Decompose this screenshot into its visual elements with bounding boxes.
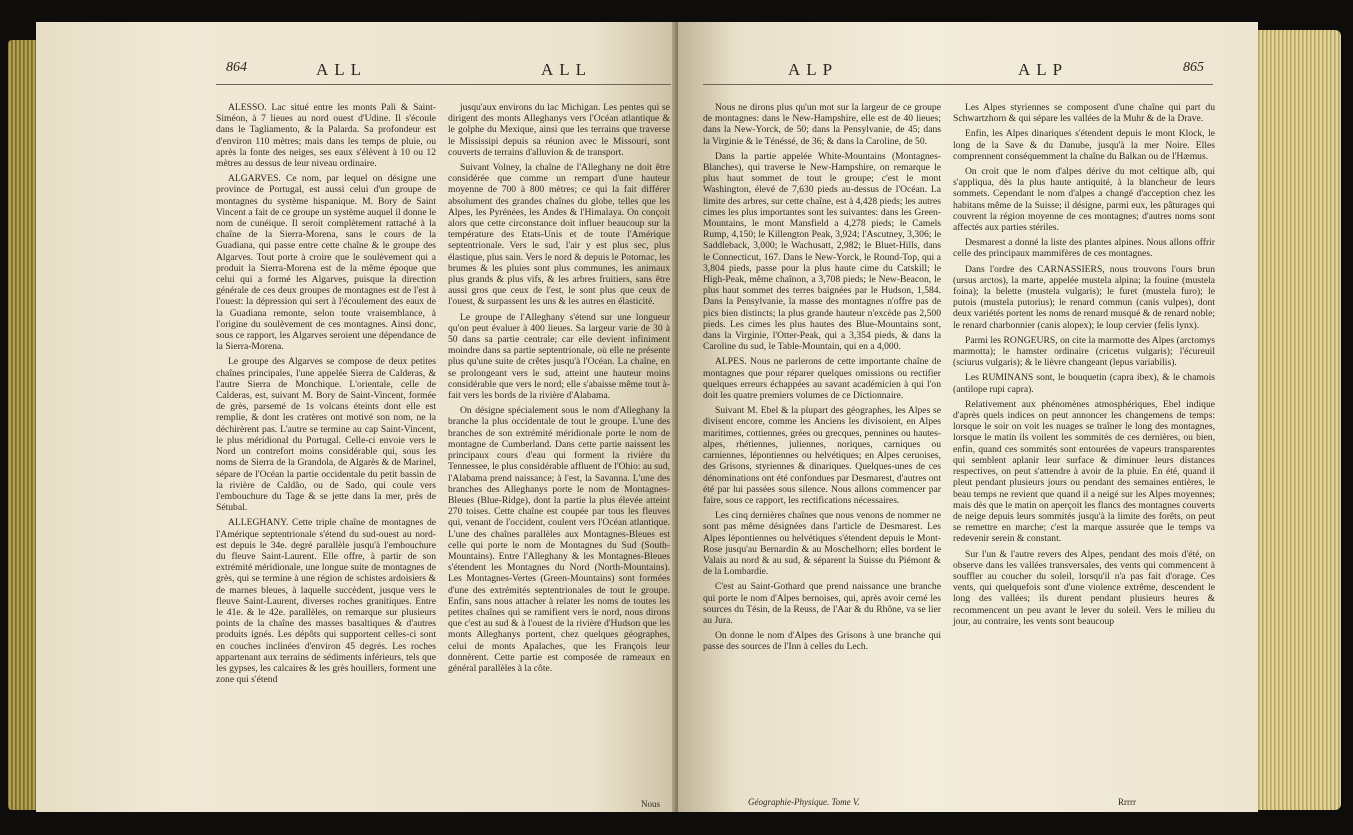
- paragraph: Nous ne dirons plus qu'un mot sur la largeur de ce groupe de montagnes: dans le New-Hampshire, elle est de 40 lieues; dans la New-Yorck, de 50; dans la Pensylvanie, de 45; dans la Virginie & le Ténéssé, de 36; & dans la Caroline, de 50.: [703, 102, 941, 147]
- book-edge-right: [1251, 30, 1341, 810]
- paragraph: On croit que le nom d'alpes dérive du mot celtique alb, qui s'appliqua, dès la plus haute antiquité, à la blancheur de leurs sommets. Cependant le nom d'alpes a changé d'acception chez les habitans même de la Suisse; il désigne, parmi eux, les pâturages qui couvrent la région moyenne de ces montagnes; d'autres noms sont affectés aux parties stériles.: [953, 166, 1215, 234]
- left-head-rule: [216, 84, 671, 85]
- paragraph: On désigne spécialement sous le nom d'Alleghany la branche la plus occidentale de tout le groupe. L'une des branches de son extrémité méridionale porte le nom de montagne de Cumberland. Dans cette partie naissent les principaux cours d'eau qui forment la rivière du Tennessee, le plus considérable affluent de l'Ohio: au sud, l'Alabama prend naissance; à l'est, la Savanna. L'une des branches des Alleghanys porte le nom de Montagnes-Bleues (Blue-Ridge), dont la partie la plus élevée atteint 270 toises. Cette chaîne est coupée par tous les fleuves qui, venant de l'occident, coulent vers l'Océan atlantique. L'une des chaînes parallèles aux Montagnes-Bleues est celle qui porte le nom de Montagnes du Sud (South-Mountains). Entre l'Alleghany & les Montagnes-Bleues s'étendent les Montagnes du Nord (North-Mountains). Les Montagnes-Vertes (Green-Mountains) sont formées d'une des extrémités septentrionales de tout le groupe. Enfin, sans nous attacher à relater les noms de toutes les petites chaînes qui se ramifient vers le nord, nous dirons que c'est au sud & à l'ouest de la rivière d'Hudson que les monts Alleghanys portent, chez quelques géographes, celui de monts Apalaches, que les François leur donnèrent. Cette partie est composée de rameaux en général parallèles à la côte.: [448, 405, 671, 674]
- paragraph: Enfin, les Alpes dinariques s'étendent depuis le mont Klock, le long de la Save & du Danube, jusqu'à la mer Noire. Elles comprennent conséquemment la chaîne du Balkan ou de l'Hæmus.: [953, 128, 1215, 162]
- right-footer: Géographie-Physique. Tome V.: [748, 797, 860, 807]
- right-column-1: [703, 102, 941, 782]
- paragraph: Suivant M. Ebel & la plupart des géographes, les Alpes se divisent encore, comme les Anciens les divisoient, en Alpes maritimes, cottiennes, grées ou grecques, pennines ou hautes-alpes, rhétiennes, juliennes, noriques, carniques ou carniennes, lépontiennes ou helvétiques; en Alpes ceruoises, des Grisons, styriennes & dinariques. Quelques-unes de ces dénominations ont été confondues par Desmarest, d'autres ont été par lui passées sous silence. Nous allons commencer par faire, sous ce rapport, les rectifications nécessaires.: [703, 405, 941, 506]
- right-running-head-1: ALP: [788, 60, 839, 79]
- paragraph: Les Alpes styriennes se composent d'une chaîne qui part du Schwartzhorn & qui sépare les vallées de la Muhr & de la Drave.: [953, 102, 1215, 125]
- paragraph: ALLEGHANY. Cette triple chaîne de montagnes de l'Amérique septentrionale s'étend du sud-ouest au nord-est depuis le 34e. degré parallèle jusqu'à l'embouchure du fleuve Saint-Laurent. Elle offre, à partir de son extrémité méridionale, une longue suite de montagnes de grès, qui se termine à une région de schistes ardoisiers & de marnes bleues, à laquelle succèdent, jusque vers le fleuve Saint-Laurent, diverses roches granitiques. Entre le 41e. & le 42e. parallèles, on remarque sur plusieurs points de la chaîne des masses basaltiques & d'autres produits ignés. Les dépôts qui supportent celles-ci sont en couches inclinées d'environ 45 degrés. Les roches appartenant aux terrains de sédiments inférieurs, tels que les gypses, les calcaires & les grès houillers, forment une zone qui s'étend: [216, 517, 436, 686]
- paragraph: Parmi les RONGEURS, on cite la marmotte des Alpes (arctomys marmotta); le hamster ordinaire (cricetus vulgaris); l'écureuil (sciurus vulgaris); & le lièvre changeant (lepus variabilis).: [953, 334, 1215, 369]
- left-column-2: [448, 102, 670, 792]
- paragraph: Le groupe des Algarves se compose de deux petites chaînes principales, l'une appelée Sierra de Calderas, & l'autre Sierra de Monchique. L'orientale, celle de Calderas, est, suivant M. Bory de Saint-Vincent, formée de grès, parsemé de 1s volcans éteints dont elle est remplie, & dont les cratères ont motivé son nom, ne la déchirèrent pas. L'autre se termine au cap Saint-Vincent, le plus méridional du Portugal. Celle-ci envoie vers le Nord un contrefort moins considérable qui, sous les noms de Sierra de la Grandola, de Algarès & de Marinel, sépare de l'Océan la partie occidentale du petit bassin de la rivière de Caldão, ou de Sado, qui coule vers l'embouchure du Tage & se jette dans la mer, près de Sétubal.: [216, 356, 436, 514]
- paragraph: Dans la partie appelée White-Mountains (Montagnes-Blanches), qui traverse le New-Hampshire, on remarque le plus haut sommet de tout le groupe; c'est le mont Washington, élevé de 7,630 pieds au-dessus de l'Océan. La limite des arbres, sur cette chaîne, est à 4,428 pieds; les autres cimes les plus importantes sont les suivantes: dans les Green-Mountains, le mont Mansfield a 4,278 pieds; le Camels Rump, 4,150; le Killengton Peak, 3,924; l'Ascutney, 3,306; le Saddleback, 3,000; le Wachusatt, 2,982; le Bluet-Hills, dans le Connecticut, 167. Dans le New-Yorck, le Round-Top, qui a 3,804 pieds, passe pour la plus haute cime du Catskill; le High-Peak, même chaînon, a 3,708 pieds; le New-Beacon, le plus haut sommet des terres baignées par le Hudson, 1,584. Dans la Pensylvanie, la masse des montagnes n'offre pas de pics bien distincts; la plus grande hauteur n'excède pas 2,500 pieds. Les cimes les plus hautes des Blue-Mountains sont, dans la Virginie, l'Otter-Peak, qui a 3,354 pieds, & dans la Caroline du sud, le Table-Mountain, qui en a 4,000.: [703, 150, 941, 353]
- right-page: [678, 22, 1258, 812]
- paragraph: Suivant Volney, la chaîne de l'Alleghany ne doit être considérée que comme un rempart d'une hauteur moyenne de 700 à 800 mètres; ce qui la fait différer absolument des grandes chaînes du globe, telles que les Alpes, les Pyrénées, les Andes & l'Himalaya. On conçoit alors que cette circonstance doit influer beaucoup sur la température des Etats-Unis et de toute l'Amérique septentrionale. Vers le sud, l'air y est plus sec, plus élastique, plus sain. Vers le nord & depuis le Potomac, les brumes & les pluies sont plus communes, les animaux plus grands & plus vifs, & les arbres fruitiers, sans être aussi gros que ceux de l'est, le sont plus que ceux de l'ouest, & surpassent les uns & les autres en élasticité.: [448, 162, 670, 308]
- paragraph: Desmarest a donné la liste des plantes alpines. Nous allons offrir celle des principaux mammifères de ces montagnes.: [953, 237, 1215, 260]
- paragraph: On donne le nom d'Alpes des Grisons à une branche qui passe des sources de l'Inn à celles du Lech.: [703, 630, 941, 653]
- paragraph: Relativement aux phénomènes atmosphériques, Ebel indique d'après quels indices on peut annoncer les changemens de temps: lorsque le soir on voit les nuages se traîner le long des montagnes, lorsque le matin ils voilent les sommités de ces dernières, ou bien, enfin, quand ces sommités sont entourées de vapeurs transparentes qui semblent aplanir leur surface & diminuer leurs distances respectives, on peut s'attendre à avoir de la pluie. En été, quand il pleut pendant plusieurs jours ou pendant des semaines entières, le beau temps ne revient que quand il a neigé sur les Alpes moyennes; mais dès que le matin on aperçoit les flancs des montagnes couverts de neige depuis leurs sommités jusqu'à la limite des forêts, on peut se remettre en marche; c'est la marque assurée que le temps va redevenir serein & constant.: [953, 398, 1215, 545]
- left-running-head-2: ALL: [541, 60, 593, 79]
- right-head-rule: [703, 84, 1213, 85]
- left-page: [36, 22, 686, 812]
- right-column-2: [953, 102, 1215, 792]
- paragraph: ALPES. Nous ne parlerons de cette importante chaîne de montagnes que pour réparer quelques omissions ou rectifier quelques erreurs échappées au savant académicien à qui l'on doit les quatre premiers volumes de ce Dictionnaire.: [703, 356, 941, 402]
- paragraph: Sur l'un & l'autre revers des Alpes, pendant des mois d'été, on observe dans les vallées transversales, des vents qui commencent à souffler au coucher du soleil, lorsqu'il n'a pas fait d'orage. Ces vents, qui quelquefois sont d'une violence extrême, descendent le long des vallées; ils durent pendant plusieurs heures & recommencent un peu avant le lever du soleil. Vers le milieu du jour, au contraire, les vents sont beaucoup: [953, 548, 1215, 627]
- paragraph: Le groupe de l'Alleghany s'étend sur une longueur qu'on peut évaluer à 400 lieues. Sa largeur varie de 30 à 50 dans sa partie centrale; car elle devient infiniment moindre dans sa partie septentrionale, où elle ne présente plus qu'une suite de crêtes jusqu'à l'Océan. La chaîne, en se prolongeant vers le sud, atteint une hauteur moins considérable que vers le nord; elle s'abaisse même tout à-fait vers les bords de la rivière d'Alabama.: [448, 311, 670, 402]
- right-page-number: 865: [1183, 60, 1204, 75]
- left-running-head-1: ALL: [316, 60, 368, 79]
- paragraph: C'est au Saint-Gothard que prend naissance une branche qui porte le nom d'Alpes bernoises, qui, après avoir cerné les sources du Tésin, de la Reuss, de l'Aar & du Rhône, va se lier au Jura.: [703, 581, 941, 626]
- right-signature-mark: Rrrrr: [1118, 797, 1136, 807]
- left-page-number: 864: [226, 60, 247, 75]
- book-edge-left: [8, 40, 38, 810]
- paragraph: Les cinq dernières chaînes que nous venons de nommer ne sont pas même désignées dans l'article de Desmarest. Les Alpes lépontiennes ou helvétiques s'étendent depuis le Mont-Rose jusqu'au Bernardin & au Moschelhorn; elles bordent le Valais au nord & au sud, & séparent la Suisse du Piémont & de la Lombardie.: [703, 510, 941, 578]
- right-running-head-2: ALP: [1018, 60, 1069, 79]
- paragraph: Les RUMINANS sont, le bouquetin (capra ibex), & le chamois (antilope rupi capra).: [953, 372, 1215, 395]
- paragraph: ALGARVES. Ce nom, par lequel on désigne une province de Portugal, est aussi celui d'un groupe de montagnes du système hispanique. M. Bory de Saint Vincent a fait de ce groupe un système auquel il donne le nom de cunéique. Il seroit complètement rattaché à la chaîne de la Sierra-Morena, sans le cours de la Guadiana, qui passe entre cette chaîne & le groupe des Algarves. Tout porte à croire que le soulèvement qui a produit la Sierra-Morena est de la même époque que celui qui a formé les Algarves, puisque la direction générale de ces deux groupes de montagnes est de l'est à l'ouest: la dépression qui sert à l'écoulement des eaux de la Guadiana remonte, selon toute vraisemblance, à l'origine du soulèvement de ces montagnes. Ainsi donc, sous ce rapport, les Algarves seroient une dépendance de la Sierra-Morena.: [216, 173, 436, 353]
- paragraph: jusqu'aux environs du lac Michigan. Les pentes qui se dirigent des monts Alleghanys vers l'Océan atlantique & le golphe du Mexique, ainsi que les terrains que traverse le Mississipi depuis sa réunion avec le Missouri, sont couverts de terrains d'alluvion & de transport.: [448, 102, 670, 158]
- left-catchword: Nous: [641, 799, 661, 809]
- paragraph: ALESSO. Lac situé entre les monts Pali & Saint-Siméon, à 7 lieues au nord ouest d'Udine. Il s'écoule dans le Tagliamento, & la Palarda. Sa profondeur est d'environ 110 mètres; mais dans les temps de pluie, ou après la fonte des neiges, ses eaux s'élèvent à 10 ou 12 mètres au dessus de leur niveau ordinaire.: [216, 102, 436, 170]
- paragraph: Dans l'ordre des CARNASSIERS, nous trouvons l'ours brun (ursus arctos), la marte, appelée mustela alpina; la fouine (mustela foina); la belette (mustela vulgaris); le furet (mustela furo); le putois (mustela putorius); le renard commun (canis vulpes), dont deux variétés portent les noms de renard musqué & de renard noble; le renard charbonnier (canis alopex); le loup cervier (felis lynx).: [953, 263, 1215, 331]
- left-column-1: [216, 102, 436, 792]
